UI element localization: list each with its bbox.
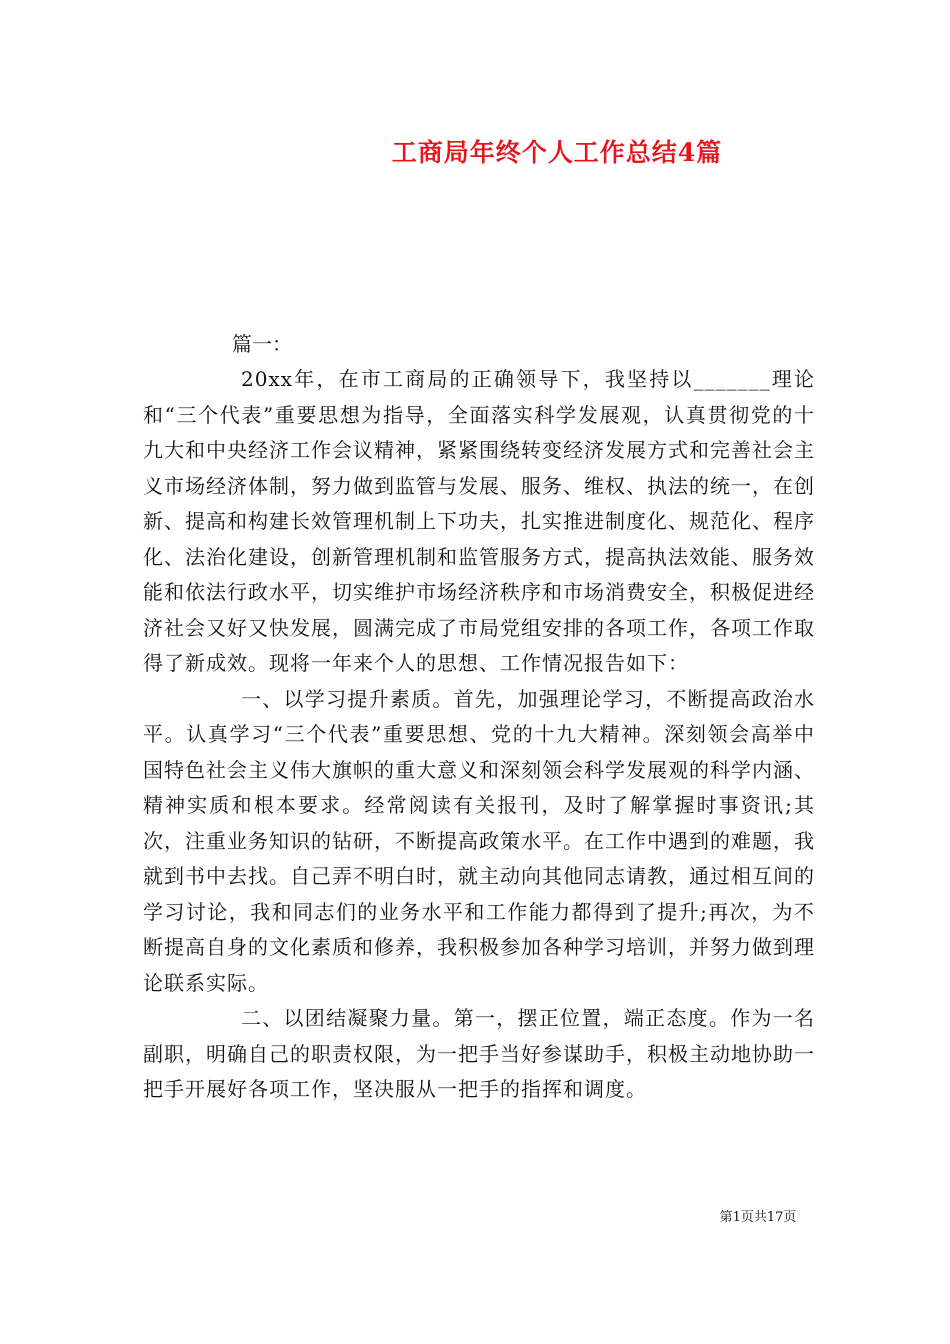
- paragraph: 20xx年，在市工商局的正确领导下，我坚持以_______理论和“三个代表”重要思想为指导，全面落实科学发展观，认真贯彻党的十九大和中央经济工作会议精神，紧紧围绕转变经济发展方式和完善社会主义市场经济体制，努力做到监管与发展、服务、维权、执法的统一，在创新、提高和构建长效管理机制上下功夫，扎实推进制度化、规范化、程序化、法治化建设，创新管理机制和监管服务方式，提高执法效能、服务效能和依法行政水平，切实维护市场经济秩序和市场消费安全，积极促进经济社会又好又快发展，圆满完成了市局党组安排的各项工作，各项工作取得了新成效。现将一年来个人的思想、工作情况报告如下：: [143, 367, 815, 675]
- page-number: 第1页共17页: [719, 1210, 797, 1225]
- document-body: [143, 362, 815, 1108]
- paragraph: 一、以学习提升素质。首先，加强理论学习，不断提高政治水平。认真学习“三个代表”重要思想、党的十九大精神。深刻领会高举中国特色社会主义伟大旗帜的重大意义和深刻领会科学发展观的科学内涵、精神实质和根本要求。经常阅读有关报刊，及时了解掌握时事资讯;其次，注重业务知识的钻研，不断提高政策水平。在工作中遇到的难题，我就到书中去找。自己弄不明白时，就主动向其他同志请教，通过相互间的学习讨论，我和同志们的业务水平和工作能力都得到了提升;再次，为不断提高自身的文化素质和修养，我积极参加各种学习培训，并努力做到理论联系实际。: [143, 686, 815, 995]
- paragraph: 二、以团结凝聚力量。第一，摆正位置，端正态度。作为一名副职，明确自己的职责权限，为一把手当好参谋助手，积极主动地协助一把手开展好各项工作，坚决服从一把手的指挥和调度。: [143, 1006, 815, 1101]
- page-footer: [0, 1206, 950, 1225]
- section-label: 篇一：: [232, 332, 292, 356]
- document-title-text: 工商局年终个人工作总结4篇: [391, 138, 723, 167]
- document-title: [0, 133, 950, 169]
